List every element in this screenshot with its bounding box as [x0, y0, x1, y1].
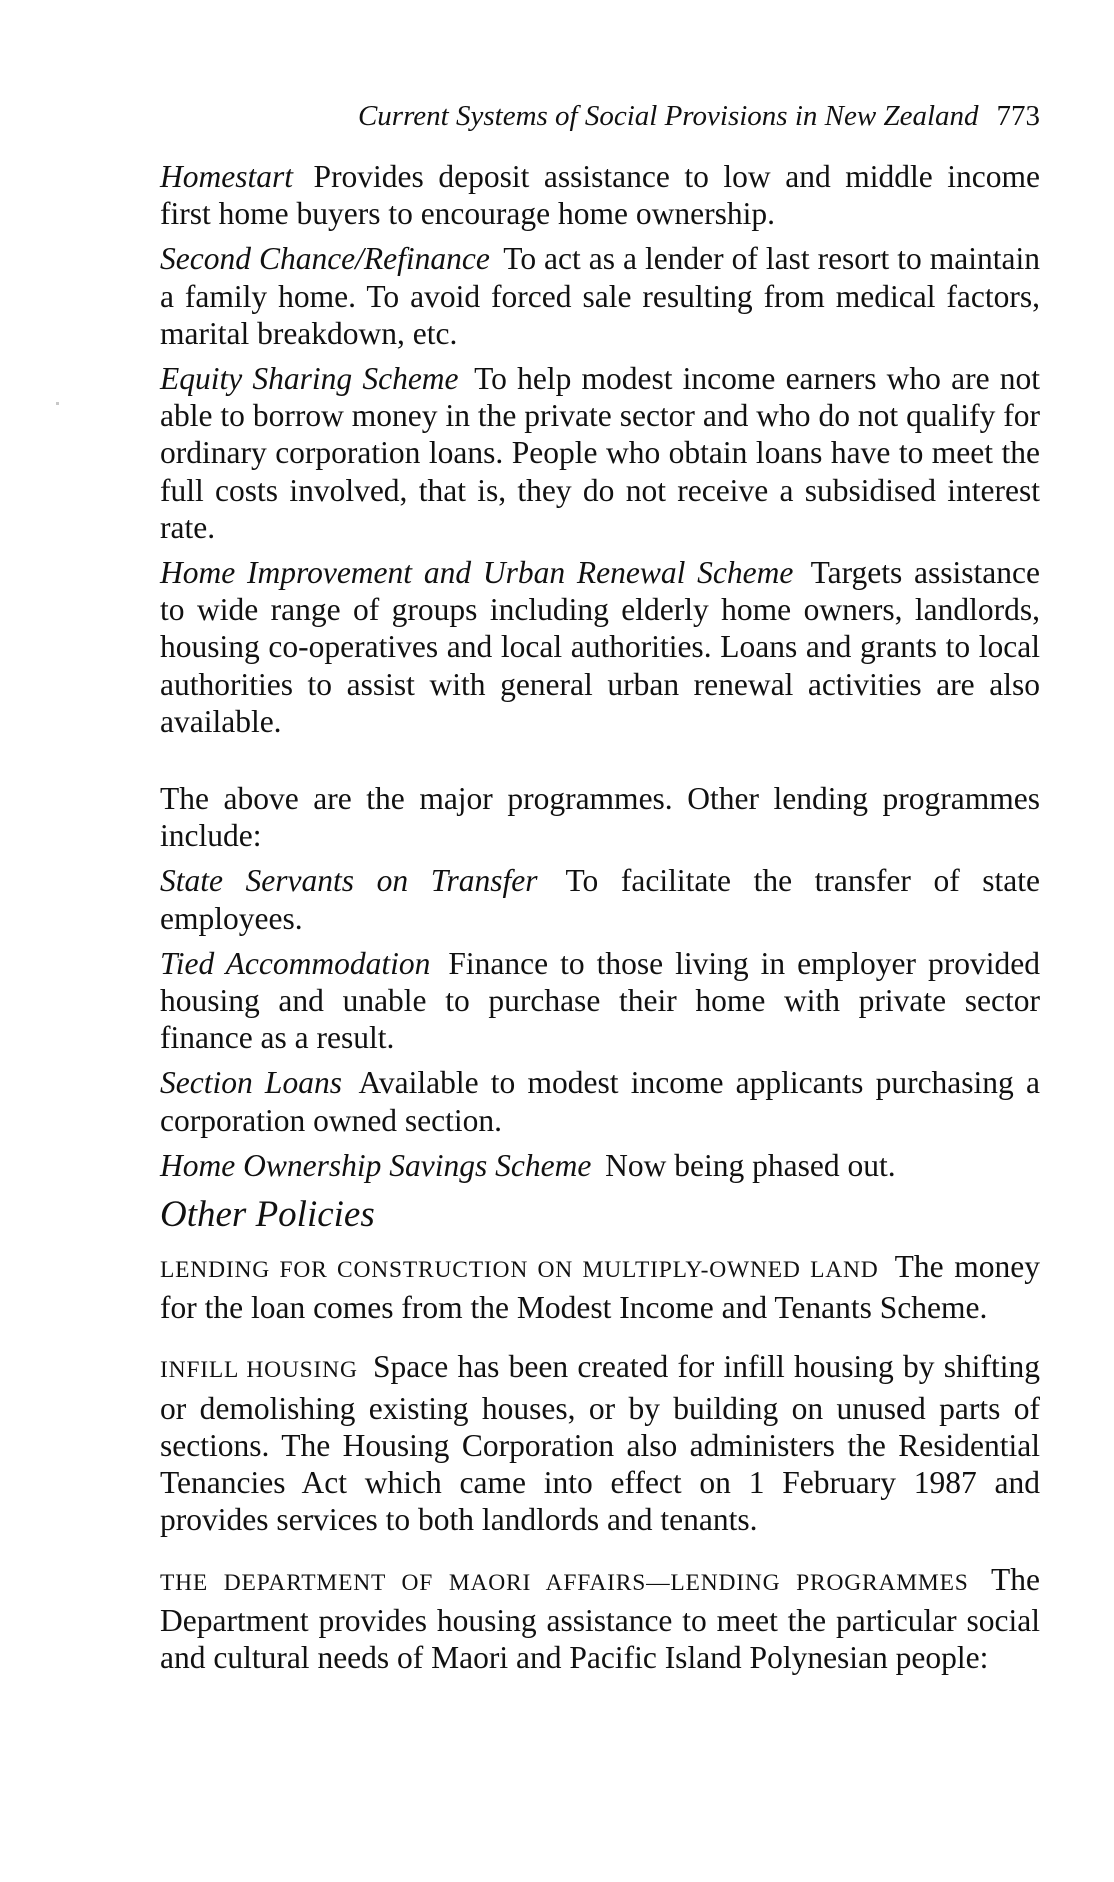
programme-entry — [160, 1064, 1040, 1138]
policy-entry — [160, 1348, 1040, 1538]
policy-entry — [160, 1248, 1040, 1326]
scan-speck — [56, 402, 59, 405]
programme-term: Equity Sharing Scheme — [160, 361, 459, 397]
programme-description: Targets assistance to wide range of groups including elderly home owners, landlords, housing co-operatives and local authorities. Loans and grants to local authorities to assist with general urban renewal activities are also available. — [160, 555, 1040, 739]
page-body — [160, 98, 1040, 1698]
programme-entry — [160, 862, 1040, 936]
programme-description: Provides deposit assistance to low and middle income first home buyers to encourage home ownership. — [160, 159, 1040, 232]
programme-description: Now being phased out. — [605, 1147, 896, 1183]
programme-term: State Servants on Transfer — [160, 863, 538, 899]
running-title: Current Systems of Social Provisions in New Zealand — [357, 100, 979, 132]
programme-entry — [160, 554, 1040, 740]
programme-term: Section Loans — [160, 1065, 342, 1101]
running-header — [160, 98, 1040, 134]
programme-term: Tied Accommodation — [160, 945, 431, 981]
policy-description: The money for the loan comes from the Modest Income and Tenants Scheme. — [160, 1249, 1040, 1326]
programme-description: Finance to those living in employer provided housing and unable to purchase their home with private sector finance as a result. — [160, 945, 1040, 1056]
page-number: 773 — [996, 100, 1040, 132]
programme-description: To act as a lender of last resort to maintain a family home. To avoid forced sale resulting from medical factors, marital breakdown, etc. — [160, 241, 1040, 351]
other-programmes-intro: The above are the major programmes. Other lending programmes include: — [160, 781, 1040, 854]
programme-description: To facilitate the transfer of state employees. — [160, 863, 1040, 936]
programme-entry — [160, 1147, 1040, 1184]
policy-description: Space has been created for infill housing by shifting or demolishing existing houses, or by building on unused parts of sections. The Housing Corporation also administers the Residential Tenancies Act which came into effect on 1 February 1987 and provides services to both landlords and tenants. — [160, 1349, 1041, 1538]
programme-entry — [160, 158, 1040, 232]
programme-term: Homestart — [160, 159, 293, 194]
policy-description: The Department provides housing assistance to meet the particular social and cultural needs of Maori and Pacific Island Polynesian people: — [160, 1561, 1040, 1675]
programme-entry — [160, 240, 1040, 352]
section-heading: Other Policies — [160, 1194, 375, 1236]
programme-term: Home Ownership Savings Scheme — [160, 1147, 592, 1183]
programme-description: Available to modest income applicants purchasing a corporation owned section. — [160, 1065, 1040, 1138]
programme-entry — [160, 360, 1040, 546]
programme-entry — [160, 945, 1040, 1057]
policy-term: INFILL HOUSING — [160, 1357, 358, 1384]
programme-description: To help modest income earners who are not able to borrow money in the private sector and who do not qualify for ordinary corporation loans. People who obtain loans have to meet the full costs involved, that is, they do not receive a subsidised interest rate. — [160, 361, 1040, 545]
programme-term: Second Chance/Refinance — [160, 241, 490, 277]
programme-term: Home Improvement and Urban Renewal Scheme — [160, 555, 794, 591]
policy-entry — [160, 1561, 1040, 1677]
policy-term: THE DEPARTMENT OF MAORI AFFAIRS—LENDING PROGRAMMES — [160, 1569, 969, 1596]
policy-term: LENDING FOR CONSTRUCTION ON MULTIPLY-OWNED LAND — [160, 1257, 879, 1284]
